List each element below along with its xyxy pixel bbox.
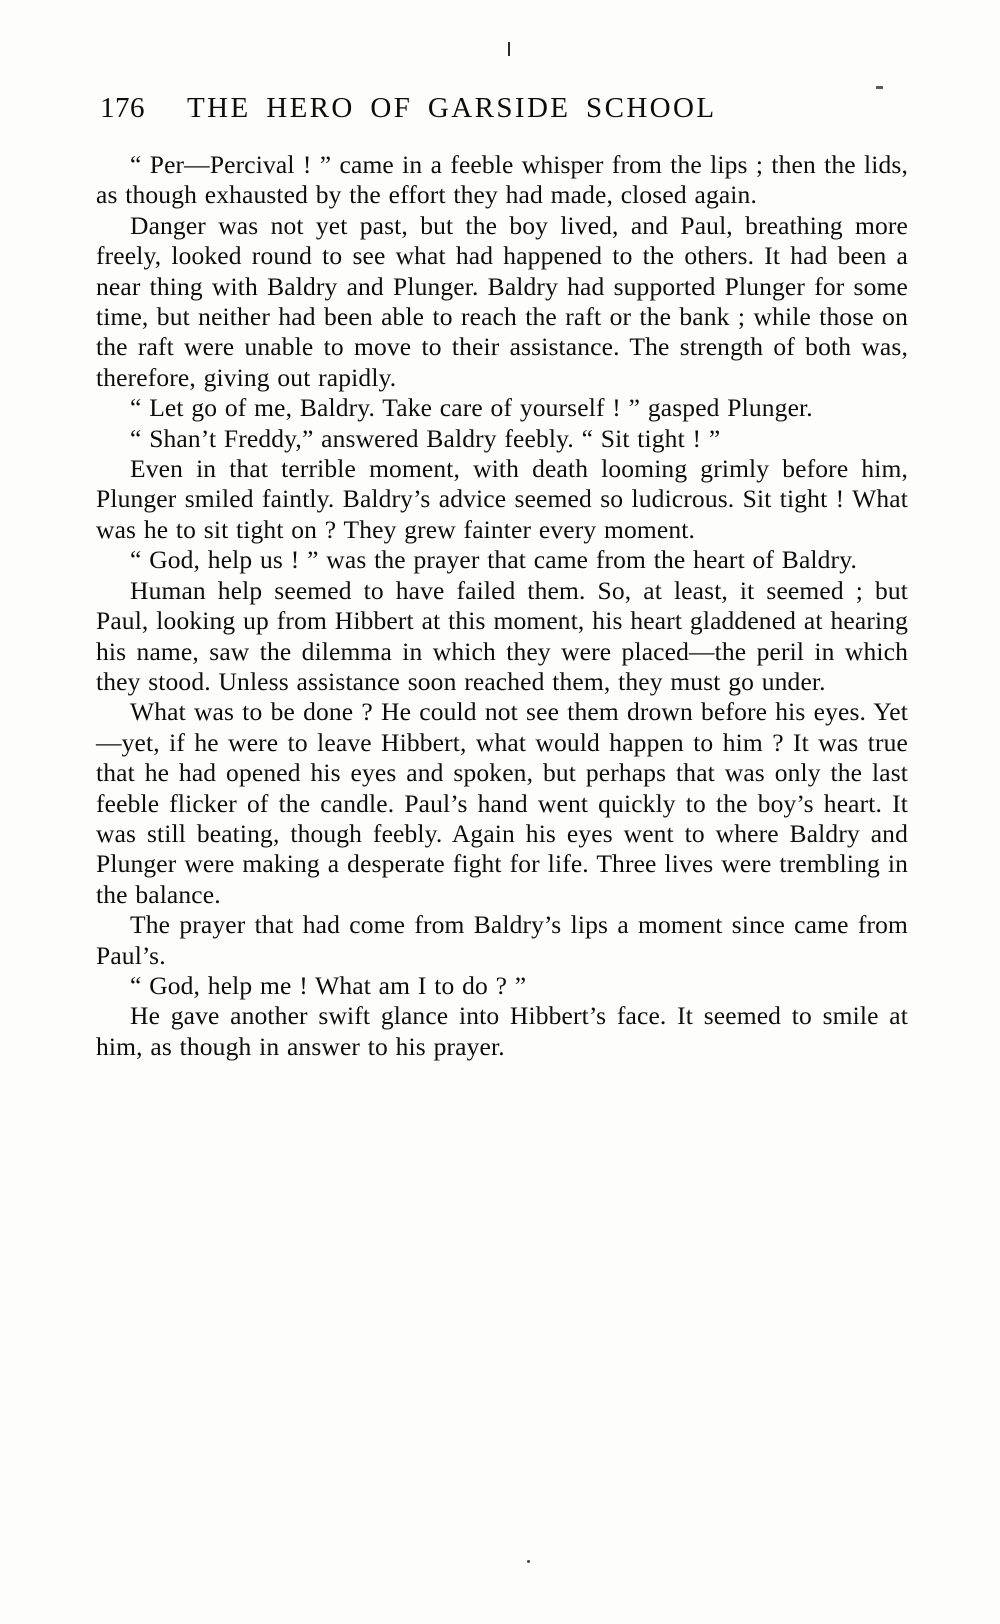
paragraph: “ God, help us ! ” was the prayer that came from the heart of Baldry.	[130, 545, 857, 575]
paragraph: Even in that terrible moment, with death looming grimly before him, Plunger smiled faintly. Baldry’s advice seemed so ludicrous. Sit tight ! What was he to sit tight on ? They grew fainter every moment.	[96, 454, 908, 544]
top-margin-mark	[508, 42, 510, 56]
body-text	[96, 150, 908, 1062]
paragraph: He gave another swift glance into Hibbert’s face. It seemed to smile at him, as though in answer to his prayer.	[96, 1001, 908, 1061]
paragraph: “ Per—Percival ! ” came in a feeble whisper from the lips ; then the lids, as though exhausted by the effort they had made, closed again.	[96, 150, 908, 210]
paragraph: The prayer that had come from Baldry’s lips a moment since came from Paul’s.	[96, 910, 908, 970]
page-number: 176	[100, 92, 145, 124]
paragraph: “ Shan’t Freddy,” answered Baldry feebly. “ Sit tight ! ”	[130, 423, 721, 453]
paragraph: What was to be done ? He could not see them drown before his eyes. Yet—yet, if he were to leave Hibbert, what would happen to him ? It was true that he had opened his eyes and spoken, but perhaps that was only the last feeble flicker of the candle. Paul’s hand went quickly to the boy’s heart. It was still beating, though feebly. Again his eyes went to where Baldry and Plunger were making a desperate fight for life. Three lives were trembling in the balance.	[96, 697, 908, 909]
header-line	[100, 92, 900, 125]
paragraph: Danger was not yet past, but the boy lived, and Paul, breathing more freely, looked round to see what had happened to the others. It had been a near thing with Baldry and Plunger. Baldry had supported Plunger for some time, but neither had been able to reach the raft or the bank ; while those on the raft were unable to move to their assistance. The strength of both was, therefore, giving out rapidly.	[96, 210, 908, 392]
paragraph: “ God, help me ! What am I to do ? ”	[130, 970, 527, 1000]
paragraph: “ Let go of me, Baldry. Take care of yourself ! ” gasped Plunger.	[130, 393, 813, 423]
page-header	[100, 92, 900, 134]
bottom-margin-mark	[527, 1560, 530, 1563]
running-title: THE HERO OF GARSIDE SCHOOL	[187, 92, 717, 124]
paragraph: Human help seemed to have failed them. So, at least, it seemed ; but Paul, looking up from Hibbert at this moment, his heart gladdened at hearing his name, saw the dilemma in which they were placed—the peril in which they stood. Unless assistance soon reached them, they must go under.	[96, 575, 908, 696]
page-corner-speck	[876, 86, 883, 89]
